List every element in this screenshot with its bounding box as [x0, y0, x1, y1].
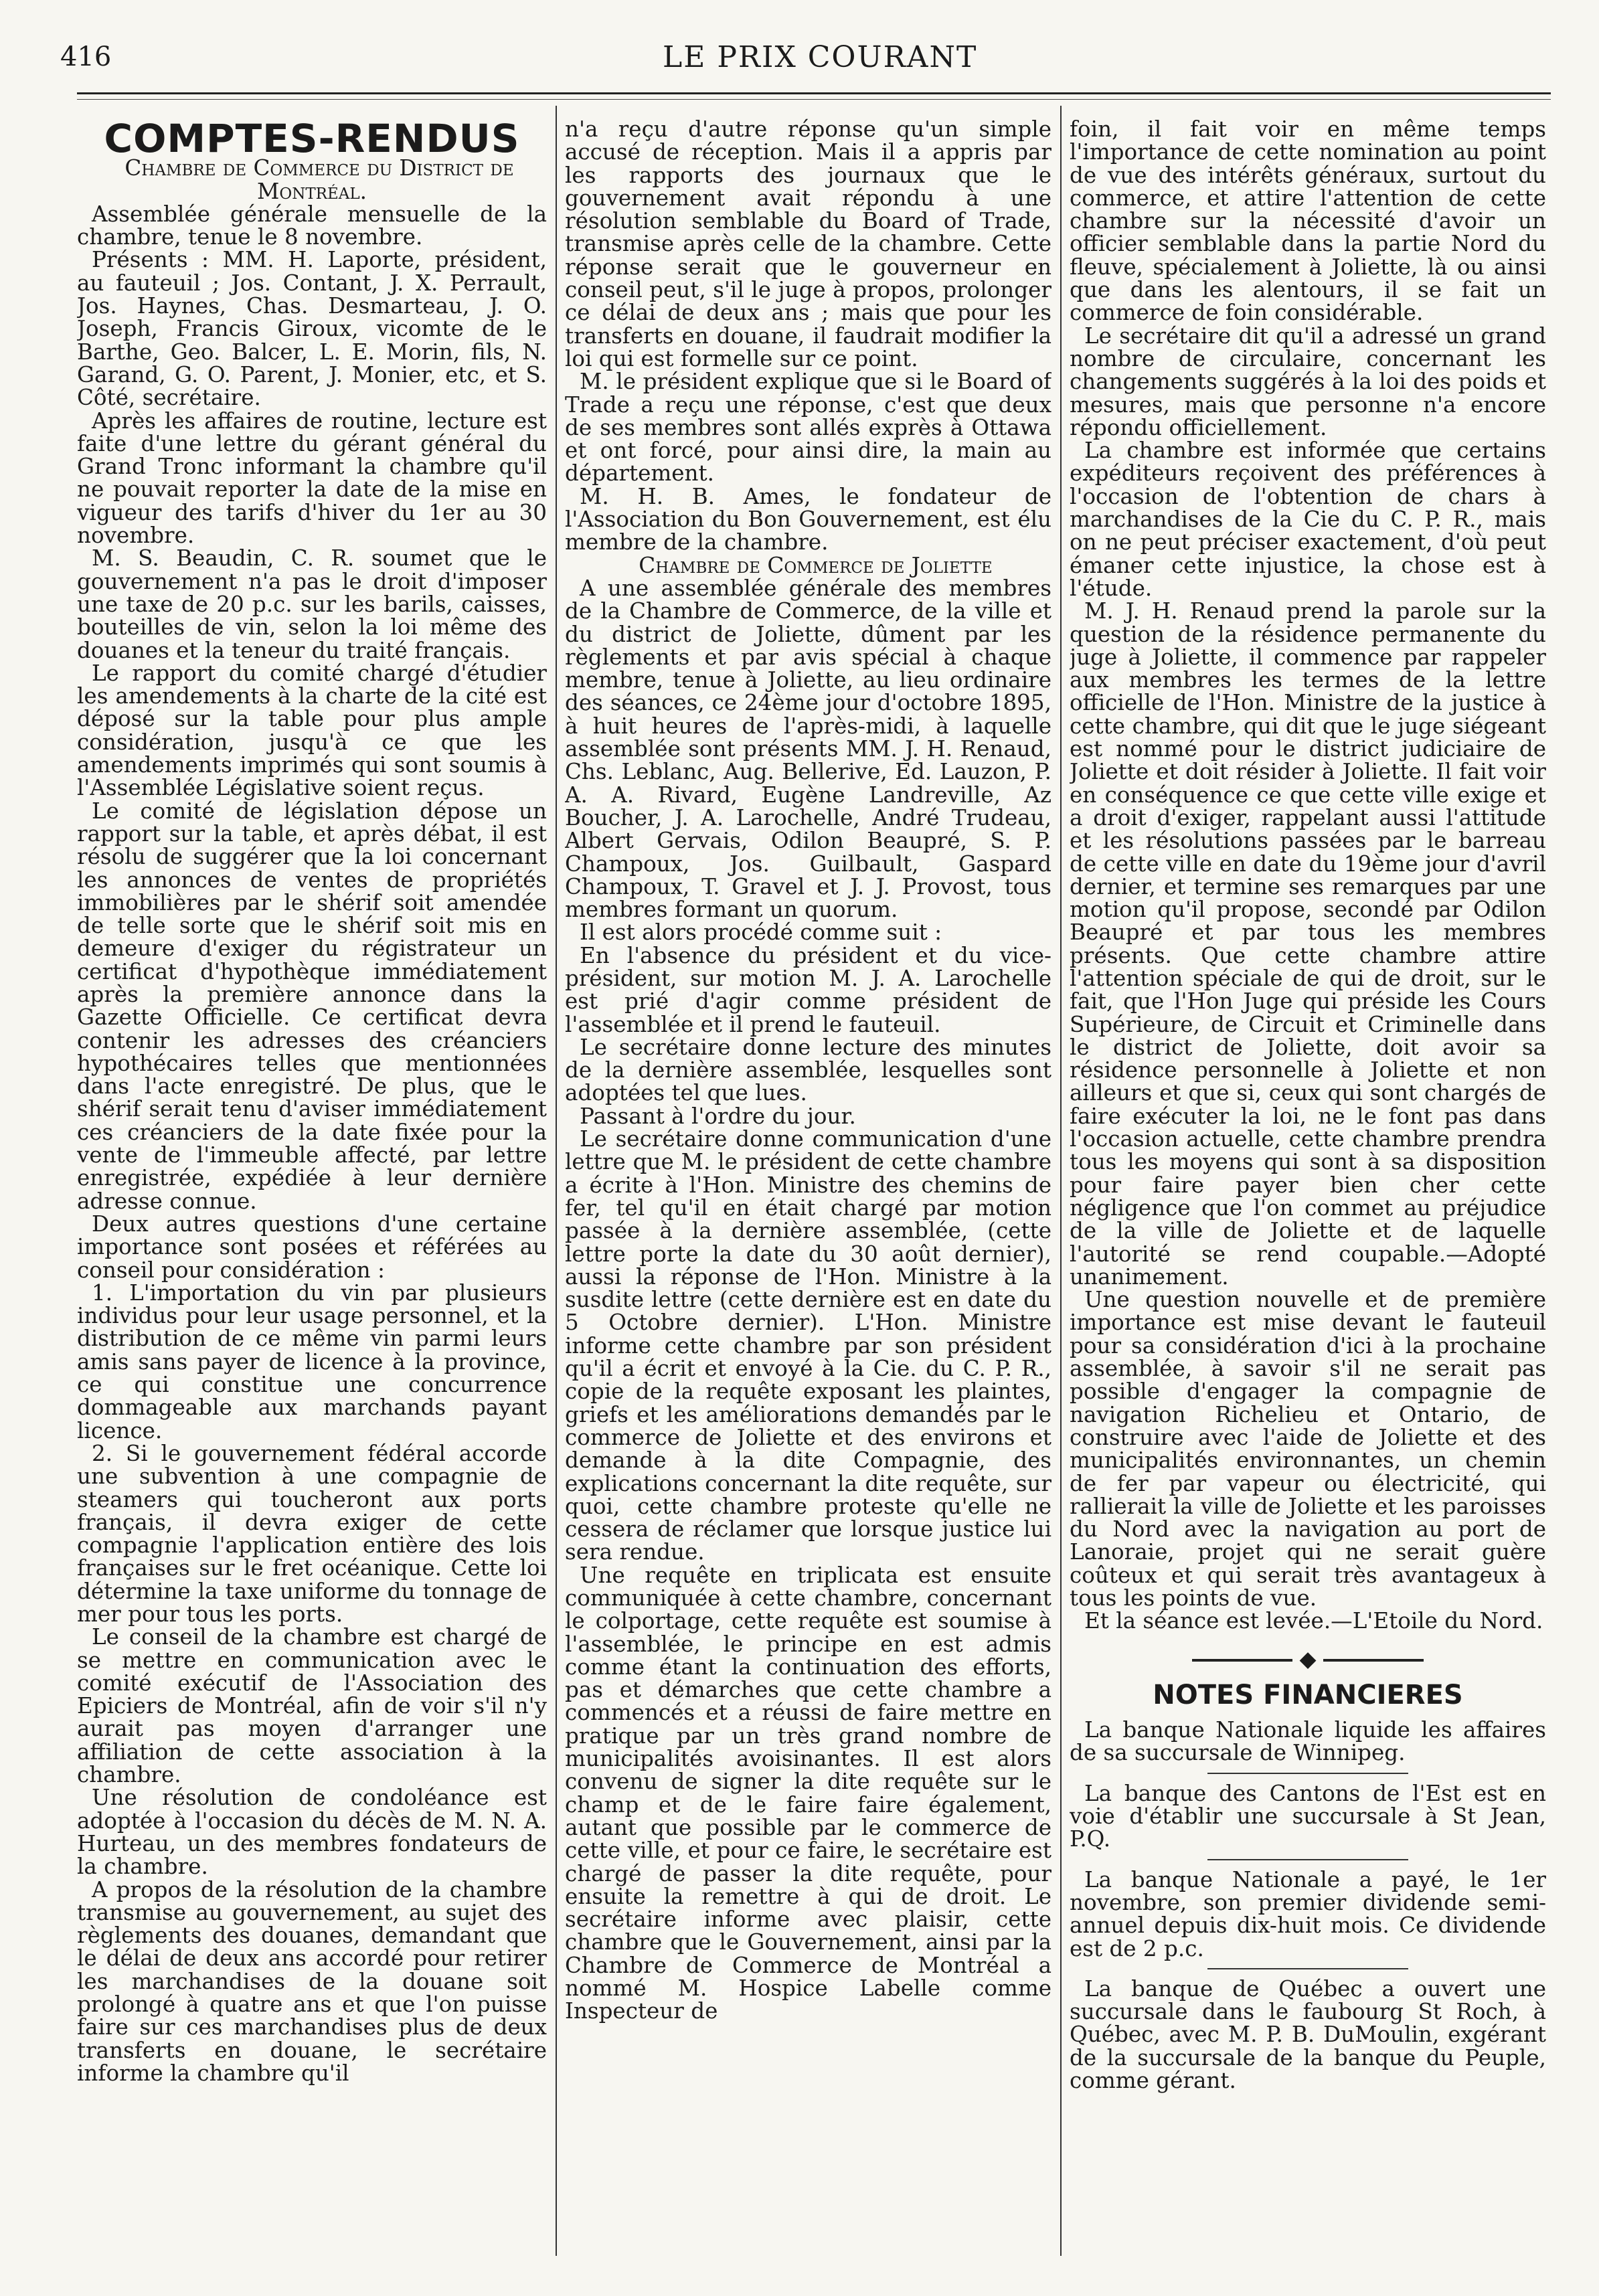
section-subtitle: Chambre de Commerce de Joliette — [639, 552, 993, 578]
paragraph: Le comité de législation dépose un rapport sur la table, et après débat, il est résolu de suggérer que la loi concernant les annonces de ventes de propriétés immobilières par le shérif soit amendée de telle sorte que le shérif soit mis en demeure d'exiger du régistrateur un certificat d'hypothèque immédiatement après la première annonce dans la Gazette Officielle. Ce certificat devra contenir les adresses des créanciers hypothécaires telles que mentionnées dans l'acte enregistré. De plus, que le shérif serait tenu d'aviser immédiatement ces créanciers de la date fixée pour la vente de l'immeuble affecté, par lettre enregistrée, expédiée à leur dernière adresse connue. — [77, 798, 547, 1214]
ornament-divider: ◆ — [1070, 1648, 1546, 1670]
note-separator — [1207, 1773, 1408, 1774]
paragraph: Le secrétaire dit qu'il a adressé un grand nombre de circulaire, concernant les changements suggérés à la loi des poids et mesures, mais que personne n'a encore répondu officiellement. — [1070, 323, 1546, 440]
paragraph: Le secrétaire donne communication d'une lettre que M. le président de cette chambre a écrite à l'Hon. Ministre des chemins de fer, tel qu'il en était chargé par motion passée à la dernière assemblée, (cette lettre porte la date du 30 août dernier), aussi la réponse de l'Hon. Ministre à la susdite lettre (cette dernière est en date du 5 Octobre dernier). L'Hon. Ministre informe cette chambre par son président qu'il a écrit et envoyé à la Cie. du C. P. R., copie de la requête exposant les plaintes, griefs et les améliorations demandés par le commerce de Joliette et des environs et demande à la dite Compagnie, des explications concernant la dite requête, sur quoi, cette chambre proteste qu'elle ne cessera de réclamer que lorsque justice lui sera rendue. — [565, 1126, 1051, 1565]
paragraph: Passant à l'ordre du jour. — [580, 1103, 856, 1129]
paragraph: La chambre est informée que certains expéditeurs reçoivent des préférences à l'occasion de l'obtention de chars à marchandises de la Cie du C. P. R., mais on ne peut préciser exactement, d'où peut émaner cette injustice, la chose est à l'étude. — [1070, 438, 1546, 601]
column-2 — [565, 118, 1051, 2246]
paragraph: M. H. B. Ames, le fondateur de l'Association du Bon Gouvernement, est élu membre de la chambre. — [565, 483, 1051, 555]
paragraph: Le rapport du comité chargé d'étudier les amendements à la charte de la cité est déposé sur la table pour plus ample considération, jusqu'à ce que les amendements imprimés qui sont soumis à l'Assemblée Législative soient reçus. — [77, 660, 547, 801]
paragraph: Une résolution de condoléance est adoptée à l'occasion du décès de M. N. A. Hurteau, un des membres fondateurs de la chambre. — [77, 1785, 547, 1880]
paragraph: A une assemblée générale des membres de la Chambre de Commerce, de la ville et du district de Joliette, dûment par les règlements et par avis spécial à chaque membre, tenue à Joliette, au lieu ordinaire des séances, ce 24ème jour d'octobre 1895, à huit heures de l'après-midi, à laquelle assemblée sont présents MM. J. H. Renaud, Chs. Leblanc, Aug. Bellerive, Ed. Lauzon, P. A. A. Rivard, Eugène Landreville, Az Boucher, J. A. Larochelle, André Trudeau, Albert Gervais, Odilon Beaupré, S. P. Champoux, Jos. Guilbault, Gaspard Champoux, T. Gravel et J. J. Provost, tous membres formant un quorum. — [565, 575, 1051, 923]
column-1 — [77, 118, 547, 2246]
paragraph: Présents : MM. H. Laporte, président, au fauteuil ; Jos. Contant, J. X. Perrault, Jos. Haynes, Chas. Desmarteau, J. O. Joseph, Francis Giroux, vicomte de le Barthe, Geo. Balcer, L. E. Morin, fils, N. Garand, G. O. Parent, J. Monier, etc, et S. Côté, secrétaire. — [77, 247, 547, 411]
paragraph: M. J. H. Renaud prend la parole sur la question de la résidence permanente du juge à Joliette, il commence par rappeler aux membres les termes de la lettre officielle de l'Hon. Ministre de la justice à cette chambre, qui dit que le juge siégeant est nommé pour le district judiciaire de Joliette et doit résider à Joliette. Il fait voir en conséquence ce que cette ville exige et a droit d'exiger, rappelant aussi l'attitude et les résolutions passées par le barreau de cette ville en date du 19ème jour d'avril dernier, et termine ses remarques par une motion qu'il propose, secondé par Odilon Beaupré et par tous les membres présents. Que cette chambre attire l'attention spéciale de qui de droit, sur le fait, que l'Hon Juge qui préside les Cours Supérieure, de Circuit et Criminelle dans le district de Joliette, doit avoir sa résidence personnelle à Joliette et non ailleurs et que si, ceux qui sont chargés de faire exécuter la loi, ne le font pas dans l'occasion actuelle, cette chambre prendra tous les moyens qui sont à sa disposition pour faire payer bien cher cette négligence que l'on commet au préjudice de la ville de Joliette et de laquelle l'autorité se rend coupable.—Adopté unanimement. — [1070, 598, 1546, 1290]
page-header — [0, 0, 1599, 100]
note-item: La banque Nationale a payé, le 1er novembre, son premier dividende semi-annuel depuis dix-huit mois. Ce dividende est de 2 p.c. — [1070, 1866, 1546, 1961]
paragraph: 2. Si le gouvernement fédéral accorde une subvention à une compagnie de steamers qui toucheront aux ports français, il devra exiger de cette compagnie l'application entière des lois françaises sur le fret océanique. Cette loi détermine la taxe uniforme du tonnage de mer pour tous les ports. — [77, 1440, 547, 1627]
paragraph: Et la séance est levée.—L'Etoile du Nord. — [1084, 1608, 1543, 1634]
note-item: La banque de Québec a ouvert une succursale dans le faubourg St Roch, à Québec, avec M. P. B. DuMoulin, exgérant de la succursale de la banque du Peuple, comme gérant. — [1070, 1975, 1546, 2094]
paragraph: Une requête en triplicata est ensuite communiquée à cette chambre, concernant le colportage, cette requête est soumise à l'assemblée, le principe en est admis comme étant la continuation des efforts, pas et démarches que cette chambre a commencés et a réussi de faire mettre en pratique par un très grand nombre de municipalités avoisinantes. Il est alors convenu de signer la dite requête sur le champ et de le faire faire également, autant que possible par le commerce de cette ville, et pour ce faire, le secrétaire est chargé de passer la dite requête, pour ensuite la remettre à qui de droit. Le secrétaire informe avec plaisir, cette chambre que le Gouvernement, ainsi par la Chambre de Commerce de Montréal a nommé M. Hospice Labelle comme Inspecteur de — [565, 1562, 1051, 2024]
note-separator — [1207, 1968, 1408, 1969]
header-rule-thin — [77, 99, 1551, 100]
note-separator — [1207, 1859, 1408, 1860]
paragraph: M. S. Beaudin, C. R. soumet que le gouvernement n'a pas le droit d'imposer une taxe de 20 p.c. sur les barils, caisses, bouteilles de vin, selon la loi même des douanes et la teneur du traité français. — [77, 545, 547, 663]
paragraph: foin, il fait voir en même temps l'importance de cette nomination au point de vue des intérêts généraux, surtout du commerce, et attire l'attention de cette chambre sur la nécessité d'avoir un officier semblable dans la partie Nord du fleuve, spécialement à Joliette, là ou ainsi que dans les alentours, il se fait un commerce de foin considérable. — [1070, 118, 1546, 326]
financial-notes — [1070, 1718, 1546, 2092]
column-divider-1 — [556, 106, 557, 2256]
paragraph: 1. L'importation du vin par plusieurs individus pour leur usage personnel, et la distribution de ce même vin parmi leurs amis sans payer de licence à la province, ce qui constitue une concurrence dommageable aux marchands payant licence. — [77, 1279, 547, 1443]
note-item: La banque Nationale liquide les affaires de sa succursale de Winnipeg. — [1070, 1717, 1546, 1766]
paragraph: En l'absence du président et du vice-président, sur motion M. J. A. Larochelle est prié d'agir comme président de l'assemblée et il prend le fauteuil. — [565, 942, 1051, 1037]
paragraph: M. le président explique que si le Board of Trade a reçu une réponse, c'est que deux de ses membres sont allés exprès à Ottawa et ont forcé, pour ainsi dire, la main au département. — [565, 369, 1051, 487]
paragraph: n'a reçu d'autre réponse qu'un simple accusé de réception. Mais il a appris par les rapports des journaux que le gouvernement avait répondu à une résolution semblable du Board of Trade, transmise après celle de la chambre. Cette réponse serait que le gouverneur en conseil peut, s'il le juge à propos, prolonger ce délai de deux ans ; mais que pour les transferts en douane, il faudrait modifier la loi qui est formelle sur ce point. — [565, 118, 1051, 371]
column-divider-2 — [1060, 106, 1062, 2256]
paragraph: Deux autres questions d'une certaine importance sont posées et référées au conseil pour considération : — [77, 1211, 547, 1283]
running-head: LE PRIX COURANT — [663, 40, 978, 74]
paragraph: Le secrétaire donne lecture des minutes de la dernière assemblée, lesquelles sont adoptées tel que lues. — [565, 1034, 1051, 1106]
paragraph: Assemblée générale mensuelle de la chambre, tenue le 8 novembre. — [77, 201, 547, 250]
section-title: COMPTES-RENDUS — [104, 118, 520, 161]
header-rule-thick — [77, 92, 1551, 94]
paragraph: Il est alors procédé comme suit : — [580, 919, 942, 946]
paragraph: Le conseil de la chambre est chargé de se mettre en communication avec le comité exécutif de l'Association des Epiciers de Montréal, afin de voir s'il n'y aurait pas moyen d'arranger une affiliation de cette association à la chambre. — [77, 1624, 547, 1788]
notes-title: NOTES FINANCIERES — [1153, 1679, 1463, 1710]
column-3 — [1070, 118, 1546, 2246]
section-subtitle: Chambre de Commerce du District de Montréal. — [124, 155, 514, 204]
page-number: 416 — [60, 41, 112, 72]
paragraph: A propos de la résolution de la chambre transmise au gouvernement, au sujet des règlements des douanes, demandant que le délai de deux ans accordé pour retirer les marchandises de la douane soit prolongé à quatre ans et que l'on puisse faire sur ces marchandises plus de deux transferts en douane, le secrétaire informe la chambre qu'il — [77, 1876, 547, 2086]
note-item: La banque des Cantons de l'Est est en voie d'établir une succursale à St Jean, P.Q. — [1070, 1780, 1546, 1852]
paragraph: Une question nouvelle et de première importance est mise devant le fauteuil pour sa considération d'ici à la prochaine assemblée, à savoir s'il ne serait pas possible d'engager la compagnie de navigation Richelieu et Ontario, de construire avec l'aide de Joliette et des municipalités environnantes, un chemin de fer par vapeur ou électricité, qui rallierait la ville de Joliette et les paroisses du Nord avec la navigation au port de Lanoraie, projet qui ne serait guère coûteux et qui serait très avantageux à tous les points de vue. — [1070, 1287, 1546, 1611]
paragraph: Après les affaires de routine, lecture est faite d'une lettre du gérant général du Grand Tronc informant la chambre qu'il ne pouvait reporter la date de la mise en vigueur des tarifs d'hiver du 1er au 30 novembre. — [77, 408, 547, 549]
